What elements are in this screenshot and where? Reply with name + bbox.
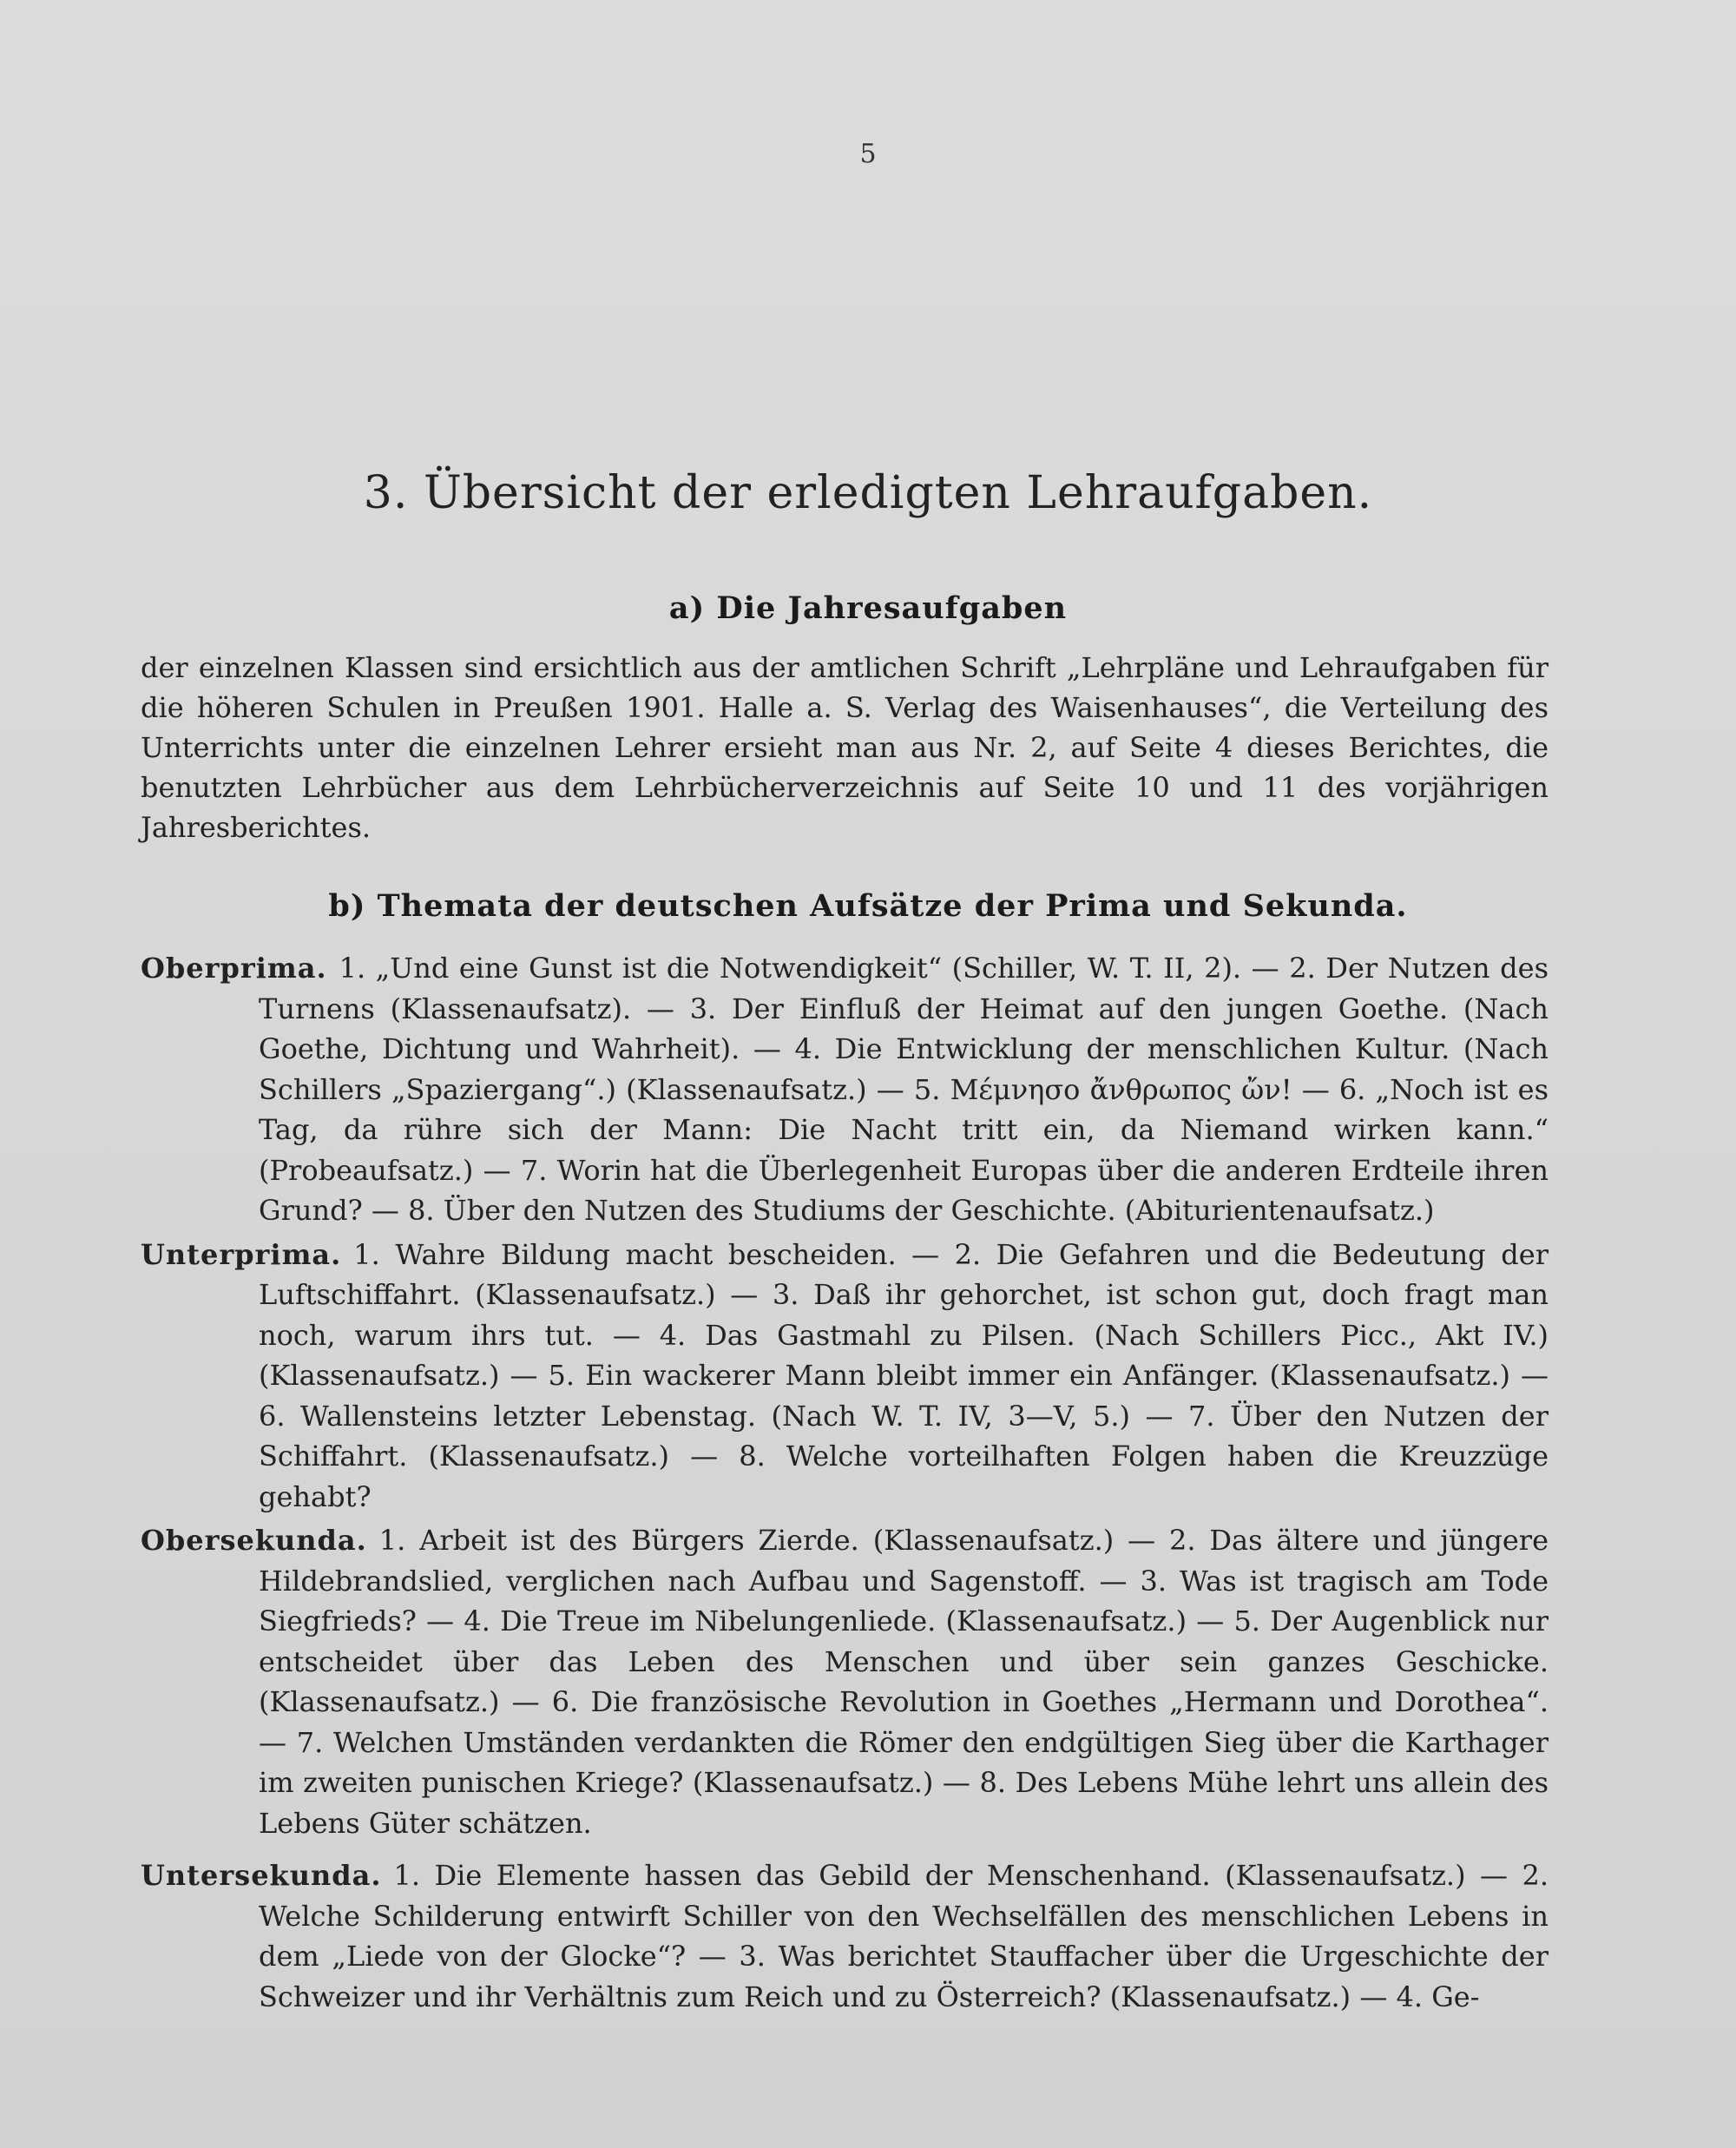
section-title: 3. Übersicht der erledigten Lehraufgaben. (363, 467, 1373, 519)
section-a-heading: a) Die Jahresaufgaben (668, 590, 1068, 626)
class-label: Untersekunda. (141, 1859, 382, 1892)
class-label: Unterprima. (141, 1237, 342, 1271)
entry-text: 1. Arbeit ist des Bürgers Zierde. (Klassenaufsatz.) — 2. Das ältere und jüngere Hildebrandslied, verglichen nach Aufbau und Sagenstoff. — 3. Was ist tragisch am Tode Siegfrieds? — 4. Die Treue im Nibelungenliede. (Klassenaufsatz.) — 5. Der Augenblick nur entscheidet über das Leben des Menschen und über sein ganzes Geschicke. (Klassenaufsatz.) — 6. Die französische Revolution in Goethes „Hermann und Dorothea“. — 7. Welchen Umständen verdankten die Römer den endgültigen Sieg über die Karthager im zweiten punischen Kriege? (Klassenaufsatz.) — 8. Des Lebens Mühe lehrt uns allein des Lebens Güter schätzen. (259, 1524, 1549, 1840)
entry-text: 1. Die Elemente hassen das Gebild der Menschenhand. (Klassenaufsatz.) — 2. Welche Schilderung entwirft Schiller von den Wechselfällen des menschlichen Lebens in dem „Liede von der Glocke“? — 3. Was berichtet Stauffacher über die Urgeschichte der Schweizer und ihr Verhältnis zum Reich und zu Österreich? (Klassenaufsatz.) — 4. Ge- (259, 1859, 1549, 2013)
class-label: Obersekunda. (141, 1524, 367, 1557)
entry-untersekunda (141, 1855, 1549, 2017)
entry-oberprima (141, 948, 1549, 1231)
section-a-paragraph: der einzelnen Klassen sind ersichtlich aus der amtlichen Schrift „Lehrpläne und Lehraufgaben für die höheren Schulen in Preußen 1901. Halle a. S. Verlag des Waisenhauses“, die Verteilung des Unterrichts unter die einzelnen Lehrer ersieht man aus Nr. 2, auf Seite 4 dieses Berichtes, die benutzten Lehrbücher aus dem Lehrbücherverzeichnis auf Seite 10 und 11 des vorjährigen Jahresberichtes. (141, 651, 1549, 844)
entry-text: 1. Wahre Bildung macht bescheiden. — 2. Die Gefahren und die Bedeutung der Luftschiffahrt. (Klassenaufsatz.) — 3. Daß ihr gehorchet, ist schon gut, doch fragt man noch, warum ihrs tut. — 4. Das Gastmahl zu Pilsen. (Nach Schillers Picc., Akt IV.) (Klassenaufsatz.) — 5. Ein wackerer Mann bleibt immer ein Anfänger. (Klassenaufsatz.) — 6. Wallensteins letzter Lebenstag. (Nach W. T. IV, 3—V, 5.) — 7. Über den Nutzen der Schiffahrt. (Klassenaufsatz.) — 8. Welche vorteilhaften Folgen haben die Kreuzzüge gehabt? (259, 1237, 1549, 1513)
page-number: 5 (859, 139, 877, 169)
section-b-heading: b) Themata der deutschen Aufsätze der Prima und Sekunda. (328, 888, 1408, 924)
essay-topics-list (141, 948, 1549, 2017)
entry-obersekunda (141, 1520, 1549, 1843)
class-label: Oberprima. (141, 952, 327, 985)
entry-unterprima (141, 1235, 1549, 1518)
entry-text: 1. „Und eine Gunst ist die Notwendigkeit“ (Schiller, W. T. II, 2). — 2. Der Nutzen des Turnens (Klassenaufsatz). — 3. Der Einfluß der Heimat auf den jungen Goethe. (Nach Goethe, Dichtung und Wahrheit). — 4. Die Entwicklung der menschlichen Kultur. (Nach Schillers „Spaziergang“.) (Klassenaufsatz.) — 5. Μέμνησο ἄνθρωπος ὤν! — 6. „Noch ist es Tag, da rühre sich der Mann: Die Nacht tritt ein, da Niemand wirken kann.“ (Probeaufsatz.) — 7. Worin hat die Überlegenheit Europas über die anderen Erdteile ihren Grund? — 8. Über den Nutzen des Studiums der Geschichte. (Abiturientenaufsatz.) (259, 952, 1549, 1227)
